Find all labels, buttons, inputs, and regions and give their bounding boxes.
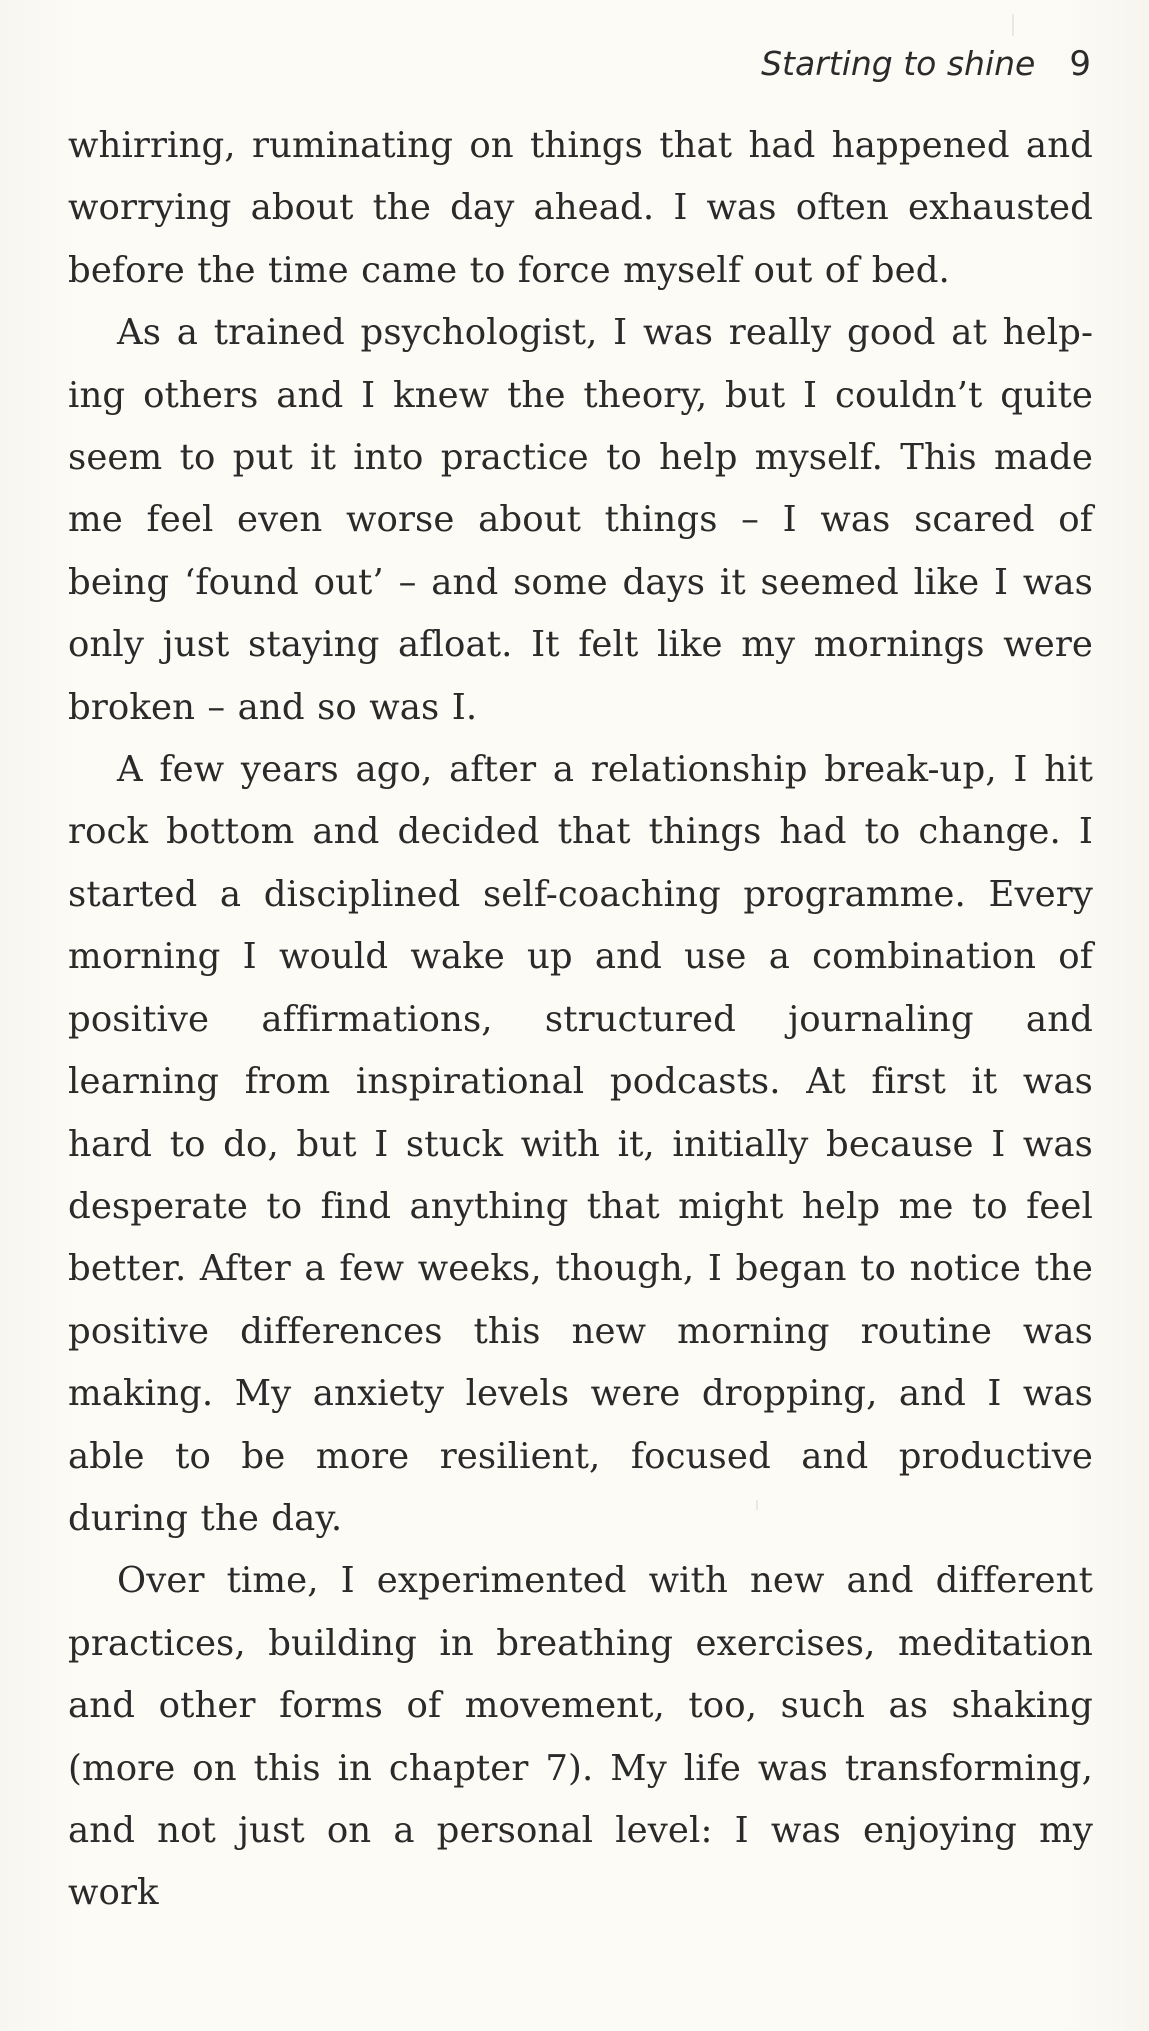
page-number: 9	[1069, 44, 1091, 84]
paragraph-2: As a trained psychologist, I was really good at helping others and I knew the theory, but I couldn’t quite seem to put it into practice to help myself. This made me feel even worse about things – I was scared of being ‘found out’ – and some days it seemed like I was only just staying afloat. It felt like my mornings were broken – and so was I.	[68, 312, 1093, 728]
running-title: Starting to shine	[761, 44, 1036, 83]
paragraph-4: Over time, I experimented with new and different practices, building in breathing exercises, meditation and other forms of movement, too, such as shaking (more on this in chapter 7). My life was transforming, and not just on a personal level: I was enjoying my work	[68, 1560, 1093, 1914]
body-text	[68, 115, 1093, 1925]
running-head	[761, 44, 1091, 94]
paragraph-1: whirring, ruminating on things that had happened and worrying about the day ahead. I was often exhausted before the time came to force myself out of bed.	[68, 125, 1093, 291]
paragraph-3: A few years ago, after a relationship break-up, I hit rock bottom and decided that things had to change. I started a disciplined self-coaching programme. Every morning I would wake up and use a combination of positive affirmations, structured journaling and learning from inspirational podcasts. At first it was hard to do, but I stuck with it, initially because I was desperate to find anything that might help me to feel better. After a few weeks, though, I began to notice the positive differences this new morning routine was making. My anxiety levels were dropping, and I was able to be more resilient, focused and productive during the day.	[68, 749, 1093, 1539]
scan-speck	[1012, 14, 1014, 36]
